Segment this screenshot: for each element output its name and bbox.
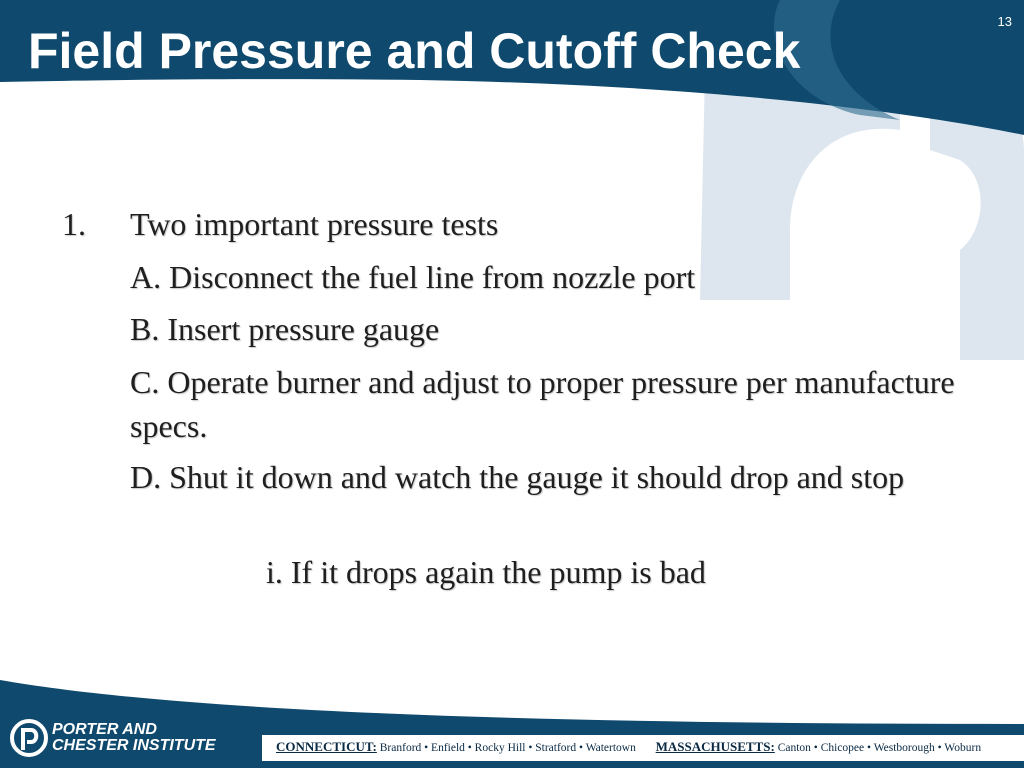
connecticut-label: CONNECTICUT:: [276, 739, 377, 754]
list-item-main: Two important pressure tests: [130, 206, 499, 242]
sub-item-b: B. Insert pressure gauge: [130, 311, 440, 347]
list-item-number: 1.: [62, 206, 86, 242]
slide-number: 13: [997, 14, 1012, 29]
connecticut-locations: Branford • Enfield • Rocky Hill • Stratford • Watertown: [379, 742, 636, 754]
sub-item-d-i: i. If it drops again the pump is bad: [266, 554, 706, 590]
sub-item-a: A. Disconnect the fuel line from nozzle port: [130, 259, 696, 295]
pci-logo-icon: [10, 718, 48, 758]
footer-locations: [276, 739, 981, 755]
massachusetts-label: MASSACHUSETTS:: [655, 739, 775, 754]
sub-item-c: C. Operate burner and adjust to proper pressure per manufacture specs.: [130, 364, 955, 444]
slide-title: Field Pressure and Cutoff Check: [28, 23, 801, 79]
logo-line-1: PORTER AND: [52, 721, 157, 738]
sub-item-d: D. Shut it down and watch the gauge it should drop and stop: [130, 459, 905, 495]
logo-line-2: CHESTER INSTITUTE: [52, 737, 216, 754]
institute-logo-text: [52, 722, 216, 754]
massachusetts-locations: Canton • Chicopee • Westborough • Woburn: [777, 742, 982, 754]
